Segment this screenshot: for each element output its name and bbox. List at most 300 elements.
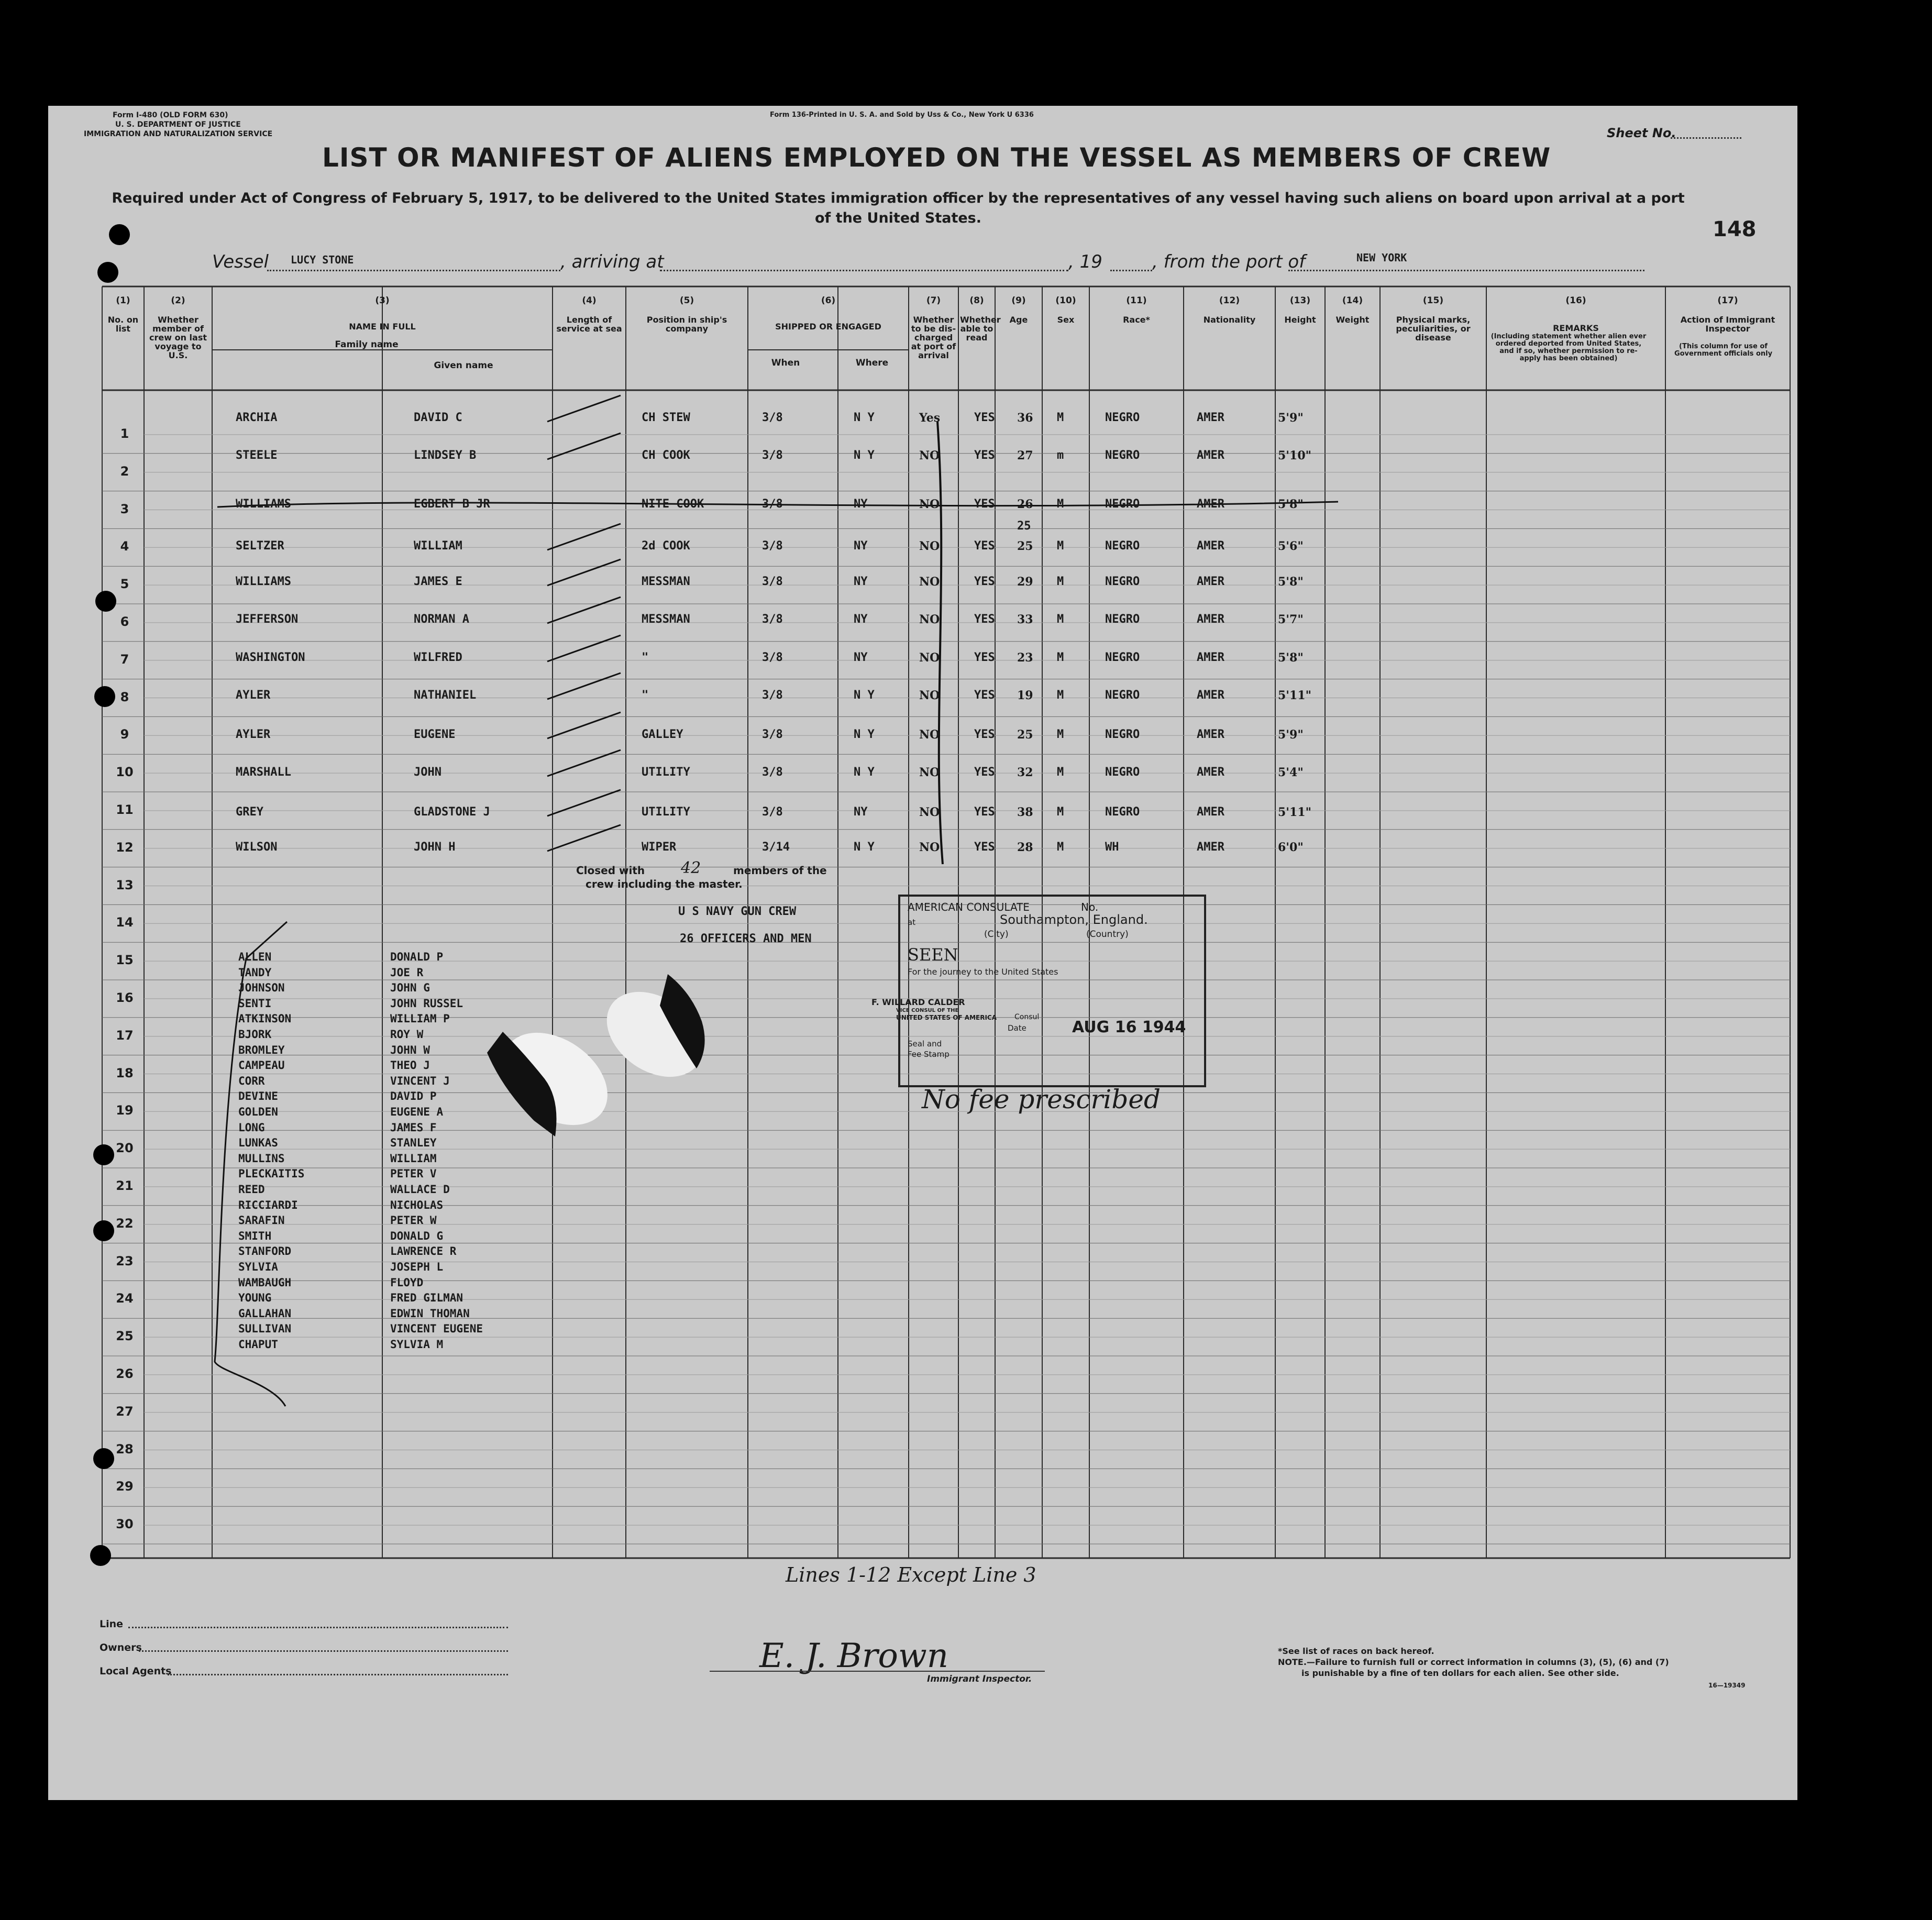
crew-sex: M — [1057, 539, 1064, 553]
gun-crew-given: VINCENT J — [390, 1074, 450, 1087]
gun-crew-family: SYLVIA — [238, 1261, 278, 1273]
row-number: 1 — [120, 426, 129, 441]
gun-crew-family: WAMBAUGH — [238, 1276, 292, 1289]
row-number: 20 — [116, 1141, 134, 1156]
crew-position: MESSMAN — [642, 575, 690, 588]
gun-crew-title: U S NAVY GUN CREW — [678, 905, 797, 918]
crew-given: DAVID C — [414, 411, 462, 424]
column-number: (2) — [171, 295, 185, 306]
row-number: 17 — [116, 1028, 134, 1043]
row-number: 9 — [120, 727, 129, 742]
action-note: (This column for use of Government officials only — [1674, 343, 1773, 358]
crew-given: GLADSTONE J — [414, 805, 490, 819]
discharge-vertical-stroke — [937, 422, 943, 864]
consul-country: UNITED STATES OF AMERICA — [896, 1014, 997, 1021]
required-text: Required under Act of Congress of February 5, 1917, to be delivered to the United States immigration officer by the representatives of any vessel having such aliens on board upon arrival at a port of the United States. — [112, 190, 1685, 226]
column-number: (16) — [1565, 295, 1586, 306]
row-number: 29 — [116, 1479, 134, 1494]
service-slash — [547, 524, 621, 550]
crew-position: " — [642, 651, 649, 664]
crew-height: 5'6" — [1278, 539, 1304, 553]
gun-crew-given: NICHOLAS — [390, 1198, 444, 1211]
crew-nationality: AMER — [1197, 411, 1224, 424]
gun-crew-given: FRED GILMAN — [390, 1292, 463, 1305]
given-name-header: Given name — [434, 360, 493, 371]
gun-crew-given: JOE R — [390, 966, 424, 979]
consul-city-label: (City) — [984, 929, 1009, 940]
crew-age: 33 — [1017, 613, 1033, 626]
vessel-label: Vessel — [212, 251, 269, 272]
crew-age: 23 — [1017, 651, 1033, 665]
row-number: 24 — [116, 1291, 134, 1306]
inspector-label: Immigrant Inspector. — [927, 1674, 1032, 1684]
form-number: Form I-480 (OLD FORM 630) — [113, 111, 228, 119]
crew-position: CH STEW — [642, 411, 690, 424]
column-number: (4) — [582, 295, 597, 306]
row-number: 26 — [116, 1366, 134, 1381]
crew-position: GALLEY — [642, 728, 683, 741]
crew-given: NATHANIEL — [414, 689, 477, 702]
crew-discharged: NO — [919, 613, 940, 626]
gun-crew-family: CAMPEAU — [238, 1059, 285, 1072]
arriving-field — [660, 270, 1068, 271]
crew-position: 2d COOK — [642, 539, 690, 553]
line-label: Line — [100, 1618, 124, 1630]
punch-hole — [90, 1545, 111, 1566]
row-number: 30 — [116, 1517, 134, 1532]
crew-nationality: AMER — [1197, 449, 1224, 462]
column-number: (12) — [1219, 295, 1240, 306]
row-number: 19 — [116, 1103, 134, 1118]
row-number: 18 — [116, 1065, 134, 1080]
crew-where: NY — [854, 498, 868, 511]
row-number: 3 — [120, 501, 129, 516]
arriving-label: , arriving at — [560, 251, 664, 272]
crew-race: NEGRO — [1105, 728, 1140, 741]
punch-hole — [93, 1144, 114, 1165]
sheet-number-field — [1671, 137, 1741, 139]
department: U. S. DEPARTMENT OF JUSTICE — [115, 120, 241, 129]
crew-nationality: AMER — [1197, 805, 1224, 819]
crew-where: N Y — [854, 411, 875, 424]
column-number: (3) — [375, 295, 390, 306]
column-label: Nationality — [1203, 315, 1256, 325]
row-number: 10 — [116, 765, 134, 780]
crew-when: 3/8 — [762, 539, 783, 553]
column-number: (1) — [116, 295, 130, 306]
consul-title: VICE CONSUL OF THE — [896, 1008, 959, 1013]
column-number: (6) — [821, 295, 836, 306]
lines-note-handwritten: Lines 1-12 Except Line 3 — [786, 1563, 1036, 1586]
closed-note-prefix: Closed with — [576, 864, 645, 877]
crew-read: YES — [974, 651, 995, 664]
crew-sex: M — [1057, 805, 1064, 819]
column-label: Sex — [1057, 315, 1075, 325]
gun-crew-family: SMITH — [238, 1229, 272, 1242]
service-slash — [547, 635, 621, 661]
crew-discharged: NO — [919, 841, 940, 854]
gun-crew-family: CHAPUT — [238, 1338, 278, 1351]
crew-family: SELTZER — [236, 539, 284, 553]
punch-hole — [97, 262, 118, 283]
gun-crew-given: DONALD G — [390, 1229, 444, 1242]
crew-discharged: NO — [919, 449, 940, 462]
crew-read: YES — [974, 841, 995, 854]
crew-when: 3/8 — [762, 449, 783, 462]
crew-sex: M — [1057, 766, 1064, 779]
gun-crew-count: 26 OFFICERS AND MEN — [680, 932, 812, 945]
column-number: (5) — [679, 295, 694, 306]
fee-note-handwritten: No fee prescribed — [922, 1084, 1161, 1115]
row-number: 5 — [120, 577, 129, 592]
crew-given: LINDSEY B — [414, 449, 477, 462]
crew-where: NY — [854, 805, 868, 819]
crew-given: EGBERT B JR — [414, 498, 490, 511]
row-number: 11 — [116, 802, 134, 817]
crew-discharged: NO — [919, 728, 940, 742]
column-label: Race* — [1123, 315, 1150, 325]
crew-read: YES — [974, 411, 995, 424]
gun-crew-given: DAVID P — [390, 1090, 437, 1103]
crew-read: YES — [974, 449, 995, 462]
crew-sex: M — [1057, 613, 1064, 626]
crew-position: UTILITY — [642, 805, 690, 819]
crew-when: 3/8 — [762, 766, 783, 779]
crew-race: NEGRO — [1105, 689, 1140, 702]
crew-where: N Y — [854, 841, 875, 854]
crew-nationality: AMER — [1197, 728, 1224, 741]
crew-read: YES — [974, 613, 995, 626]
row-number: 12 — [116, 840, 134, 855]
gun-crew-given: WILLIAM — [390, 1152, 437, 1165]
consul-consul-label: Consul — [1014, 1013, 1040, 1021]
consul-place: Southampton, England. — [1000, 912, 1148, 927]
gun-crew-family: SENTI — [238, 997, 272, 1010]
gun-crew-given: JOHN RUSSEL — [390, 997, 463, 1010]
gun-crew-family: REED — [238, 1183, 265, 1196]
crew-age: 25 — [1017, 728, 1033, 742]
crew-height: 5'9" — [1278, 411, 1304, 425]
crew-race: NEGRO — [1105, 766, 1140, 779]
column-label: Whether member of crew on last voyage to U.S. — [149, 315, 207, 360]
consul-no-label: No. — [1081, 901, 1099, 913]
crew-height: 5'9" — [1278, 728, 1304, 742]
gun-crew-given: ROY W — [390, 1028, 424, 1041]
crew-when: 3/8 — [762, 575, 783, 588]
crew-where: N Y — [854, 728, 875, 741]
local-agents-field — [168, 1674, 508, 1675]
crew-race: NEGRO — [1105, 805, 1140, 819]
gun-crew-family: LONG — [238, 1121, 265, 1134]
sheet-number-label: Sheet No. — [1607, 126, 1676, 140]
crew-when: 3/8 — [762, 728, 783, 741]
crew-when: 3/8 — [762, 411, 783, 424]
crew-when: 3/14 — [762, 841, 790, 854]
crew-race: NEGRO — [1105, 411, 1140, 424]
gun-crew-family: CORR — [238, 1074, 265, 1087]
crew-where: NY — [854, 539, 868, 553]
row-number: 15 — [116, 953, 134, 968]
closed-note-count: 42 — [681, 859, 701, 877]
column-label: Height — [1284, 315, 1316, 325]
punch-hole — [109, 224, 130, 245]
form-code: 16—19349 — [1708, 1682, 1746, 1689]
gun-crew-family: LUNKAS — [238, 1136, 278, 1150]
column-number: (8) — [969, 295, 984, 306]
consul-header: AMERICAN CONSULATE — [908, 901, 1030, 913]
column-label: Position in ship's company — [646, 315, 727, 334]
crew-race: NEGRO — [1105, 651, 1140, 664]
penalty-note-cont: is punishable by a fine of ten dollars for each alien. See other side. — [1301, 1668, 1619, 1678]
crew-when: 3/8 — [762, 498, 783, 511]
crew-race: NEGRO — [1105, 539, 1140, 553]
column-number: (14) — [1342, 295, 1363, 306]
punch-hole — [94, 686, 115, 707]
gun-crew-family: SULLIVAN — [238, 1322, 292, 1336]
crew-discharged: NO — [919, 651, 940, 665]
consul-seal-label: Seal and — [908, 1039, 942, 1049]
crew-family: JEFFERSON — [236, 613, 299, 626]
crew-position: NITE COOK — [642, 498, 704, 511]
crew-nationality: AMER — [1197, 651, 1224, 664]
gun-crew-given: LAWRENCE R — [390, 1245, 457, 1258]
gun-crew-family: TANDY — [238, 966, 272, 979]
closed-note-line2: crew including the master. — [586, 878, 743, 890]
form-title: LIST OR MANIFEST OF ALIENS EMPLOYED ON THE VESSEL AS MEMBERS OF CREW — [322, 142, 1551, 173]
crew-sex: M — [1057, 411, 1064, 424]
gun-crew-given: SYLVIA M — [390, 1338, 444, 1351]
gun-crew-family: DEVINE — [238, 1090, 278, 1103]
crew-family: WILLIAMS — [236, 498, 291, 511]
gun-crew-family: BROMLEY — [238, 1043, 285, 1056]
consul-seen: SEEN — [908, 945, 958, 965]
crew-age: 32 — [1017, 766, 1033, 779]
crew-height: 5'8" — [1278, 575, 1304, 589]
family-name-header: Family name — [335, 339, 399, 350]
crew-position: CH COOK — [642, 449, 690, 462]
crew-height: 5'11" — [1278, 805, 1312, 819]
service-slash — [547, 395, 621, 422]
gun-crew-family: PLECKAITIS — [238, 1167, 305, 1180]
crew-height: 6'0" — [1278, 841, 1304, 854]
service-slash — [547, 559, 621, 586]
column-number: (15) — [1422, 295, 1444, 306]
row-number: 28 — [116, 1441, 134, 1456]
crew-given: JAMES E — [414, 575, 462, 588]
gun-crew-family: ALLEN — [238, 951, 272, 963]
crew-discharged: Yes — [919, 411, 941, 425]
year-field — [1110, 270, 1152, 271]
crew-height: 5'8" — [1278, 498, 1304, 511]
gun-crew-given: JOHN W — [390, 1043, 430, 1056]
crew-read: YES — [974, 805, 995, 819]
crew-age: 28 — [1017, 841, 1033, 854]
gun-crew-family: JOHNSON — [238, 981, 285, 995]
crew-race: NEGRO — [1105, 498, 1140, 511]
local-agents-label: Local Agents — [100, 1665, 172, 1677]
from-port-label: , from the port of — [1152, 251, 1306, 272]
crew-age: 19 — [1017, 689, 1033, 702]
crew-read: YES — [974, 575, 995, 588]
row-number: 13 — [116, 877, 134, 892]
crew-nationality: AMER — [1197, 613, 1224, 626]
punch-hole — [93, 1448, 114, 1469]
consul-at-label: at — [908, 918, 916, 927]
row-number: 8 — [120, 689, 129, 704]
row-number: 6 — [120, 614, 129, 629]
crew-family: AYLER — [236, 728, 271, 741]
crew-where: NY — [854, 575, 868, 588]
column-label: Length of service at sea — [556, 315, 622, 334]
crew-race: NEGRO — [1105, 613, 1140, 626]
owners-field — [139, 1650, 508, 1652]
punch-hole — [95, 591, 116, 612]
crew-where: N Y — [854, 689, 875, 702]
crew-where: N Y — [854, 766, 875, 779]
when-header: When — [771, 358, 800, 368]
crew-sex: M — [1057, 498, 1064, 511]
crew-read: YES — [974, 728, 995, 741]
crew-when: 3/8 — [762, 651, 783, 664]
crew-race: WH — [1105, 841, 1119, 854]
consul-country-label: (Country) — [1086, 929, 1129, 940]
crew-discharged: NO — [919, 766, 940, 779]
vessel-field — [267, 270, 560, 271]
column-label: Action of Immigrant Inspector — [1680, 315, 1775, 334]
gun-crew-given: WILLIAM P — [390, 1012, 450, 1025]
column-label: Age — [1009, 315, 1028, 325]
crew-position: " — [642, 689, 649, 702]
gun-crew-family: YOUNG — [238, 1292, 272, 1305]
crew-given: NORMAN A — [414, 613, 469, 626]
crew-where: NY — [854, 613, 868, 626]
gun-crew-family: STANFORD — [238, 1245, 292, 1258]
gun-crew-given: FLOYD — [390, 1276, 424, 1289]
age-correction: 25 — [1017, 520, 1031, 533]
remarks-note: (Including statement whether alien ever ordered deported from United States, and if so, whether permission to re-apply has been obtained) — [1491, 333, 1647, 362]
crew-family: WILSON — [236, 841, 278, 854]
crew-where: NY — [854, 651, 868, 664]
crew-nationality: AMER — [1197, 575, 1224, 588]
consul-date-label: Date — [1008, 1023, 1026, 1033]
crew-discharged: NO — [919, 539, 940, 553]
crew-position: MESSMAN — [642, 613, 690, 626]
crew-sex: m — [1057, 449, 1064, 462]
crew-age: 25 — [1017, 539, 1033, 553]
column-label: Weight — [1335, 315, 1370, 325]
inspector-signature-line — [710, 1671, 1045, 1672]
crew-given: JOHN H — [414, 841, 456, 854]
crew-discharged: NO — [919, 575, 940, 589]
crew-nationality: AMER — [1197, 689, 1224, 702]
gun-crew-given: WALLACE D — [390, 1183, 450, 1196]
consul-journey: For the journey to the United States — [908, 967, 1058, 977]
closed-note-suffix: members of the — [733, 864, 827, 877]
gun-crew-given: THEO J — [390, 1059, 430, 1072]
row-number: 4 — [120, 539, 129, 554]
crew-race: NEGRO — [1105, 449, 1140, 462]
crew-race: NEGRO — [1105, 575, 1140, 588]
row-number: 27 — [116, 1404, 134, 1419]
crew-discharged: NO — [919, 498, 940, 511]
row-number: 21 — [116, 1178, 134, 1193]
crew-family: AYLER — [236, 689, 271, 702]
gun-crew-family: ATKINSON — [238, 1012, 292, 1025]
row-number: 16 — [116, 990, 134, 1005]
crew-sex: M — [1057, 841, 1064, 854]
printer-line: Form 136-Printed in U. S. A. and Sold by Uss & Co., New York U 6336 — [770, 111, 1034, 119]
crew-discharged: NO — [919, 689, 940, 702]
gun-crew-given: EUGENE A — [390, 1106, 444, 1118]
column-label: NAME IN FULL — [349, 322, 416, 332]
crew-when: 3/8 — [762, 689, 783, 702]
column-label: Physical marks, peculiarities, or disease — [1396, 315, 1471, 343]
crew-family: WASHINGTON — [236, 651, 305, 664]
punch-hole — [93, 1220, 114, 1241]
gun-crew-given: JAMES F — [390, 1121, 437, 1134]
crew-family: ARCHIA — [236, 411, 278, 424]
gun-crew-family: GOLDEN — [238, 1106, 278, 1118]
column-number: (7) — [926, 295, 941, 306]
races-note: *See list of races on back hereof. — [1278, 1646, 1434, 1656]
crew-discharged: NO — [919, 805, 940, 819]
gun-crew-family: RICCIARDI — [238, 1198, 298, 1211]
crew-age: 26 — [1017, 498, 1033, 511]
service-slash — [547, 825, 621, 851]
column-number: (13) — [1289, 295, 1311, 306]
service-name: IMMIGRATION AND NATURALIZATION SERVICE — [84, 130, 273, 138]
consul-name: F. WILLARD CALDER — [871, 997, 965, 1007]
crew-given: JOHN — [414, 766, 441, 779]
column-label: Whether able to read — [960, 315, 1001, 343]
gun-crew-family: GALLAHAN — [238, 1307, 292, 1320]
gun-crew-given: VINCENT EUGENE — [390, 1322, 483, 1336]
vessel-name: LUCY STONE — [291, 253, 354, 266]
crew-read: YES — [974, 539, 995, 553]
crew-family: GREY — [236, 805, 263, 819]
crew-read: YES — [974, 498, 995, 511]
crew-age: 36 — [1017, 411, 1033, 425]
page-number: 148 — [1713, 217, 1757, 241]
crew-nationality: AMER — [1197, 498, 1224, 511]
crew-age: 29 — [1017, 575, 1033, 589]
row-number: 23 — [116, 1253, 134, 1268]
gun-crew-given: DONALD P — [390, 951, 444, 963]
crew-read: YES — [974, 689, 995, 702]
crew-given: WILFRED — [414, 651, 462, 664]
column-label: No. on list — [107, 315, 139, 334]
gun-crew-family: SARAFIN — [238, 1214, 285, 1227]
penalty-note: NOTE.—Failure to furnish full or correct information in columns (3), (5), (6) and (7) — [1278, 1657, 1669, 1667]
crew-where: N Y — [854, 449, 875, 462]
crew-family: STEELE — [236, 449, 278, 462]
row-number: 25 — [116, 1329, 134, 1344]
column-label: SHIPPED OR ENGAGED — [775, 322, 881, 332]
consul-fee-label: Fee Stamp — [908, 1050, 950, 1059]
crew-age: 27 — [1017, 449, 1033, 462]
crew-age: 38 — [1017, 805, 1033, 819]
row-number: 2 — [120, 464, 129, 479]
port-name: NEW YORK — [1356, 251, 1407, 264]
year-label: , 19 — [1068, 251, 1102, 272]
row-number: 22 — [116, 1216, 134, 1231]
crew-height: 5'4" — [1278, 766, 1304, 779]
crew-family: WILLIAMS — [236, 575, 291, 588]
owners-label: Owners — [100, 1642, 142, 1653]
gun-crew-given: EDWIN THOMAN — [390, 1307, 470, 1320]
gun-crew-family: BJORK — [238, 1028, 272, 1041]
crew-nationality: AMER — [1197, 539, 1224, 553]
